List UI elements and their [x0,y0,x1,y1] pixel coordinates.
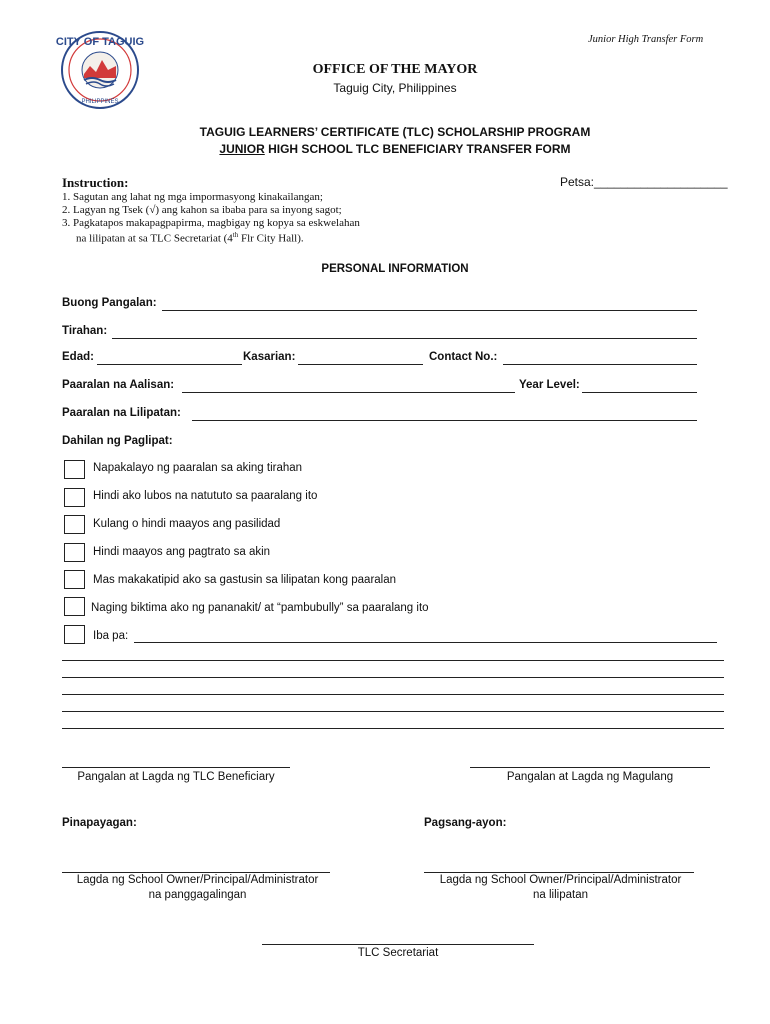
reason-option-other: Iba pa: [93,630,129,642]
school-to-input[interactable] [192,420,697,421]
form-title-rest: HIGH SCHOOL TLC BENEFICIARY TRANSFER FORM [264,142,571,156]
beneficiary-signature-label: Pangalan at Lagda ng TLC Beneficiary [77,771,275,783]
contact-label: Contact No.: [429,351,498,363]
dest-admin-signature-line[interactable] [424,872,694,873]
parent-signature-line[interactable] [470,767,710,768]
sex-label: Kasarian: [243,351,296,363]
dest-admin-label-2: na lilipatan [533,889,588,901]
school-from-input[interactable] [182,392,515,393]
instruction-item-3: 3. Pagkatapos makapagpapirma, magbigay ng kopya sa eskwelahan [62,217,360,229]
reason-option-3: Kulang o hindi maayos ang pasilidad [93,518,281,530]
instruction-item-3b-sup: th [232,231,239,239]
other-reason-line-5[interactable] [62,728,724,729]
office-title: OFFICE OF THE MAYOR [312,62,478,77]
instruction-item-1: 1. Sagutan ang lahat ng mga impormasyong kinakailangan; [62,191,323,203]
section-title: PERSONAL INFORMATION [321,263,469,275]
date-field[interactable]: Petsa:____________________ [560,175,728,189]
secretariat-label: TLC Secretariat [357,947,439,959]
seal-top-text: CITY OF TAGUIG [55,36,145,48]
other-reason-line-3[interactable] [62,694,724,695]
school-to-label: Paaralan na Lilipatan: [62,407,181,419]
form-tag: Junior High Transfer Form [588,34,704,45]
reason-option-2: Hindi ako lubos na natututo sa paaralang ito [93,490,318,502]
instruction-heading: Instruction: [62,175,129,190]
dest-admin-label: Lagda ng School Owner/Principal/Administrator [439,874,682,886]
reason-checkbox-3[interactable] [64,515,85,534]
instruction-item-3b-pre: na lilipatan at sa TLC Secretariat (4 [76,232,233,245]
age-label: Edad: [62,351,94,363]
reason-option-6: Naging biktima ako ng pananakit/ at “pambubully” sa paaralang ito [91,602,429,614]
reason-option-5: Mas makakatipid ako sa gastusin sa lilipatan kong paaralan [93,574,397,586]
full-name-input[interactable] [162,310,697,311]
origin-admin-label-2: na panggagalingan [148,889,247,901]
reason-checkbox-other[interactable] [64,625,85,644]
year-level-label: Year Level: [519,379,580,391]
other-reason-line-4[interactable] [62,711,724,712]
approved-label: Pinapayagan: [62,817,137,829]
consent-label: Pagsang-ayon: [424,817,507,829]
instruction-item-3-cont [76,231,304,245]
school-from-label: Paaralan na Aalisan: [62,379,175,391]
origin-admin-label: Lagda ng School Owner/Principal/Administrator [76,874,319,886]
full-name-label: Buong Pangalan: [62,297,157,309]
form-title-underlined: JUNIOR [219,142,265,156]
other-reason-input[interactable] [134,642,717,643]
parent-signature-label: Pangalan at Lagda ng Magulang [506,771,674,783]
reason-checkbox-4[interactable] [64,543,85,562]
contact-input[interactable] [503,364,697,365]
origin-admin-signature-line[interactable] [62,872,330,873]
other-reason-line-2[interactable] [62,677,724,678]
instruction-item-3b-post: Flr City Hall). [238,232,304,245]
reason-checkbox-6[interactable] [64,597,85,616]
reason-checkbox-2[interactable] [64,488,85,507]
sex-input[interactable] [298,364,423,365]
city-subtitle: Taguig City, Philippines [333,81,457,95]
reason-checkbox-5[interactable] [64,570,85,589]
reason-label: Dahilan ng Paglipat: [62,435,173,447]
reason-option-1: Napakalayo ng paaralan sa aking tirahan [93,462,303,474]
other-reason-line-1[interactable] [62,660,724,661]
age-input[interactable] [97,364,242,365]
form-title [0,142,770,156]
instruction-item-2: 2. Lagyan ng Tsek (√) ang kahon sa ibaba para sa inyong sagot; [62,204,342,216]
reason-option-4: Hindi maayos ang pagtrato sa akin [93,546,271,558]
program-title: TAGUIG LEARNERS’ CERTIFICATE (TLC) SCHOLARSHIP PROGRAM [199,125,591,139]
secretariat-signature-line[interactable] [262,944,534,945]
seal-bottom-text: PHILIPPINES [81,99,119,105]
year-level-input[interactable] [582,392,697,393]
address-label: Tirahan: [62,325,108,337]
beneficiary-signature-line[interactable] [62,767,290,768]
reason-checkbox-1[interactable] [64,460,85,479]
address-input[interactable] [112,338,697,339]
